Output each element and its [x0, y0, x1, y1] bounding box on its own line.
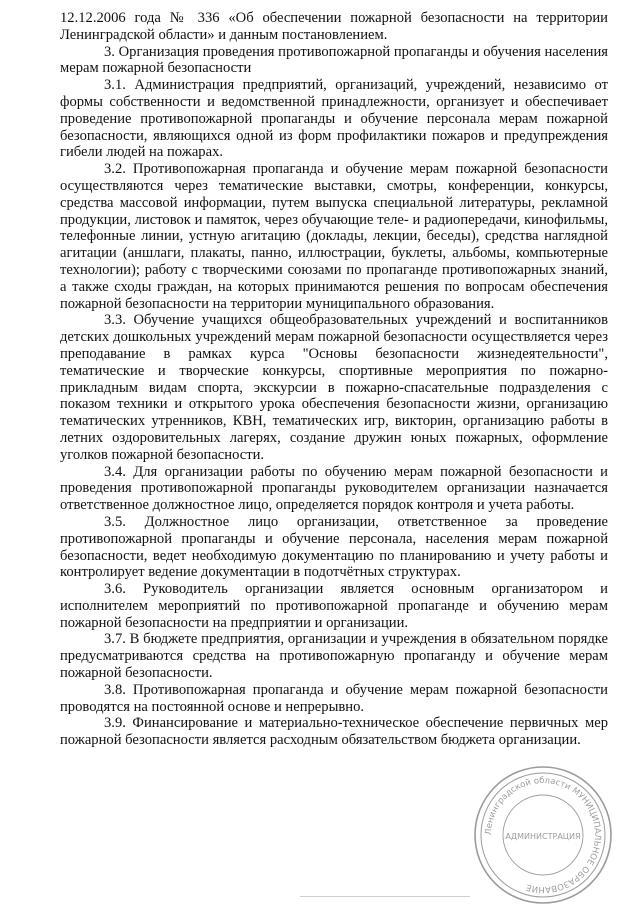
- paragraph-3-5: 3.5. Должностное лицо организации, ответственное за проведение противопожарной пропаганды и обучение персонала, населения мерам пожарной безопасности, ведет необходимую документацию по планированию и учету работы и контролирует ведение документации в подотчётных структурах.: [60, 513, 608, 581]
- document-body: [60, 10, 608, 749]
- section-heading-3: 3. Организация проведения противопожарной пропаганды и обучения населения мерам пожарной безопасности: [60, 43, 608, 77]
- paragraph-3-4: 3.4. Для организации работы по обучению мерам пожарной безопасности и проведения противопожарной пропаганды руководителем организации назначается ответственное должностное лицо, определяется порядок контроля и учета работы.: [60, 463, 608, 514]
- paragraph-continuation: 12.12.2006 года № 336 «Об обеспечении пожарной безопасности на территории Ленинградской области» и данным постановлением.: [60, 10, 608, 43]
- official-seal-stamp: [468, 760, 618, 910]
- paragraph-3-9: 3.9. Финансирование и материально-техническое обеспечение первичных мер пожарной безопасности является расходным обязательством бюджета организации.: [60, 715, 608, 749]
- paragraph-3-2: 3.2. Противопожарная пропаганда и обучение мерам пожарной безопасности осуществляются через тематические выставки, смотры, конференции, конкурсы, средства массовой информации, путем выпуска специальной литературы, рекламной продукции, листовок и памяток, через обучающие теле- и радиопередачи, кинофильмы, телефонные линии, устную агитацию (доклады, лекции, беседы), средства наглядной агитации (аншлаги, плакаты, панно, иллюстрации, буклеты, альбомы, компьютерные технологии); работу с творческими союзами по пропаганде противопожарных знаний, а также сходы граждан, на которых принимаются решения по вопросам обеспечения пожарной безопасности на территории муниципального образования.: [60, 161, 608, 312]
- paragraph-3-8: 3.8. Противопожарная пропаганда и обучение мерам пожарной безопасности проводятся на постоянной основе и непрерывно.: [60, 681, 608, 715]
- paragraph-3-3: 3.3. Обучение учащихся общеобразовательных учреждений и воспитанников детских дошкольных учреждений мерам пожарной безопасности осуществляется через преподавание в рамках курса "Основы безопасности жизнедеятельности", тематические и творческие конкурсы, спортивные мероприятия по пожарно-прикладным видам спорта, экскурсии в пожарно-спасательные подразделения с показом техники и открытого урока обеспечения безопасности жизни, организацию тематических утренников, КВН, тематических игр, викторин, организацию работы в летних оздоровительных лагерях, создание дружин юных пожарных, оформление уголков пожарной безопасности.: [60, 312, 608, 463]
- paragraph-3-7: 3.7. В бюджете предприятия, организации и учреждения в обязательном порядке предусматриваются средства на противопожарную пропаганду и обучение мерам пожарной безопасности.: [60, 631, 608, 682]
- paragraph-3-6: 3.6. Руководитель организации является основным организатором и исполнителем мероприятий по противопожарной пропаганде и обучению мерам пожарной безопасности на предприятии и организации.: [60, 581, 608, 631]
- stamp-ring-text: Ленинградской области МУНИЦИПАЛЬНОЕ ОБРАЗОВАНИЕ: [483, 775, 603, 895]
- paragraph-3-1: 3.1. Администрация предприятий, организаций, учреждений, независимо от формы собственности и ведомственной принадлежности, организует и обеспечивает проведение противопожарной пропаганды и обучение персонала мерам пожарной безопасности, являющихся одной из форм профилактики пожаров и предупреждения гибели людей на пожарах.: [60, 77, 608, 161]
- stamp-center-text: АДМИНИСТРАЦИЯ: [505, 832, 581, 841]
- footer-scan-line: [300, 896, 470, 897]
